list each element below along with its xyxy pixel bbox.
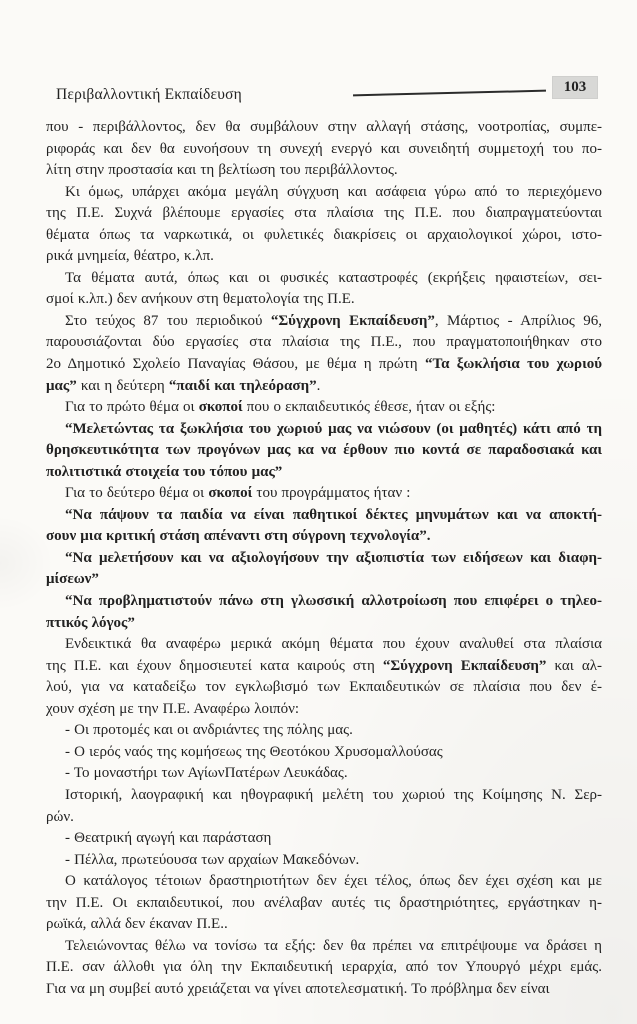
text-line: λίτη στην προστασία και τη βελτίωση του περιβάλλοντος. [46, 162, 398, 179]
text-line: - Θεατρική αγωγή και παράσταση [65, 830, 272, 847]
text-line: “Να προβληματιστούν πάνω στη γλωσσική αλλοτροίωση που επιφέρει ο τηλεο- [65, 593, 602, 610]
text-line: την Π.Ε. Οι εκπαιδευτικοί, που ανέλαβαν αυτές τις δραστηριότητες, εργάστηκαν η- [46, 894, 602, 911]
text-line: πολιτιστικά στοιχεία του τόπου μας” [46, 463, 283, 480]
text-line: ρών. [46, 808, 74, 825]
running-title: Περιβαλλοντική Εκπαίδευση [56, 86, 242, 103]
text-line: χουν σχέση με την Π.Ε. Αναφέρω λοιπόν: [46, 700, 300, 717]
text-line: “Να μελετήσουν και να αξιολογήσουν την αξιοπιστία των ειδήσεων και διαφη- [65, 549, 602, 566]
text-line: ριφοράς και δεν θα ευνοήσουν τη συνεχή ενεργό και συνειδητή συμμετοχή του πο- [46, 140, 602, 157]
body-text [46, 117, 602, 1000]
paragraph [46, 591, 602, 634]
paragraph [46, 419, 602, 484]
header-rule-divider [353, 90, 546, 97]
text-line: Για να μη συμβεί αυτό χρειάζεται να γίνει αποτελεσματική. Το πρόβλημα δεν είναι [46, 980, 550, 997]
text-line: Για το πρώτο θέμα οι σκοποί που ο εκπαιδευτικός έθεσε, ήταν οι εξής: [65, 399, 496, 416]
text-line: που - περιβάλλοντος, δεν θα συμβάλουν στην αλλαγή στάσης, νοοτροπίας, συμπε- [46, 119, 602, 135]
text-line: “Να πάψουν τα παιδία να είναι παθητικοί δέκτες μηνυμάτων και να αποκτή- [65, 506, 602, 523]
paragraph [46, 311, 602, 397]
text-line: Ιστορική, λαογραφική και ηθογραφική μελέτη του χωριού της Κοίμησης Ν. Σερ- [65, 786, 602, 803]
text-line: Π.Ε. σαν άλλοθι για όλη την Εκπαιδευτική ιεραρχία, από τον Υπουργό μέχρι εμάς. [46, 959, 602, 976]
text-line: ρωϊκά, αλλά δεν έκαναν Π.Ε.. [46, 916, 228, 933]
text-line: 2ο Δημοτικό Σχολείο Παναγίας Θάσου, με θέμα η πρώτη “Τα ξωκλήσια του χωριού [46, 356, 603, 373]
paragraph [46, 268, 602, 311]
text-line: Στο τεύχος 87 του περιοδικού “Σύγχρονη Εκπαίδευση”, Μάρτιος - Απρίλιος 96, [65, 312, 602, 329]
text-line: παρουσιάζονται δύο εργασίες στα πλαίσια της Π.Ε., που πραγματοποιήθηκαν στο [46, 334, 602, 351]
text-line: θρησκευτικότητα των προγόνων μας κα να έρθουν πιο κοντά σε παραδοσιακά και [46, 442, 602, 459]
paragraph [46, 505, 602, 548]
paragraph [46, 182, 602, 268]
page-number: 103 [563, 79, 587, 95]
paragraph [46, 742, 602, 764]
text-line: - Ο ιερός ναός της κομήσεως της Θεοτόκου Χρυσομαλλούσας [65, 743, 443, 760]
text-line: της Π.Ε. και έχουν δημοσιευτεί κατα καιρούς στη “Σύγχρονη Εκπαίδευση” και αλ- [46, 657, 602, 674]
text-line: - Το μοναστήρι των ΑγίωνΠατέρων Λευκάδας. [65, 765, 348, 782]
text-line: Ο κατάλογος τέτοιων δραστηριοτήτων δεν έχει τέλος, όπως δεν έχει σχέση και με [65, 873, 602, 890]
paragraph [46, 763, 602, 785]
text-line: σουν μια κριτική στάση απέναντι στη σύγρονη τεχνολογία”. [46, 528, 431, 545]
text-line: Κι όμως, υπάρχει ακόμα μεγάλη σύγχυση και ασάφεια γύρω από το περιεχόμενο [65, 183, 602, 200]
text-line: θέματα όπως τα ναρκωτικά, οι φυλετικές διακρίσεις οι αρχαιολογικοί χώροι, ιστο- [46, 226, 602, 243]
paragraph [46, 483, 602, 505]
paragraph [46, 397, 602, 419]
page-number-badge [552, 76, 598, 99]
text-line: λού, για να καταδείξω τον εγκλωβισμό των Εκπαιδευτικών σε πλαίσια που δεν έ- [46, 679, 602, 696]
text-line: Τα θέματα αυτά, όπως και οι φυσικές καταστροφές (εκρήξεις ηφαιστείων, σει- [65, 269, 602, 286]
paragraph [46, 117, 602, 182]
text-line: της Π.Ε. Συχνά βλέπουμε εργασίες στα πλαίσια της Π.Ε. που διαπραγματεύονται [46, 205, 602, 222]
text-line: - Οι προτομές και οι ανδριάντες της πόλης μας. [65, 722, 353, 739]
paragraph [46, 785, 602, 828]
paragraph [46, 720, 602, 742]
text-line: Τελειώνοντας θέλω να τονίσω τα εξής: δεν θα πρέπει να επιτρέψουμε να δράσει η [65, 937, 602, 954]
paragraph [46, 548, 602, 591]
text-line: μας” και η δεύτερη “παιδί και τηλεόραση”. [46, 377, 321, 394]
text-line: - Πέλλα, πρωτεύουσα των αρχαίων Μακεδόνων. [65, 851, 360, 868]
text-line: “Μελετώντας τα ξωκλήσια του χωριού μας να νιώσουν (οι μαθητές) κάτι από τη [65, 420, 602, 437]
paragraph [46, 634, 602, 720]
text-line: Για το δεύτερο θέμα οι σκοποί του προγράμματος ήταν : [65, 485, 411, 502]
paragraph [46, 828, 602, 850]
paragraph [46, 871, 602, 936]
paragraph [46, 936, 602, 1001]
paragraph [46, 850, 602, 872]
text-line: σμοί κ.λπ.) δεν ανήκουν στη θεματολογία της Π.Ε. [46, 291, 355, 308]
text-line: μίσεων” [46, 571, 99, 588]
text-line: πτικός λόγος” [46, 614, 135, 631]
text-line: ρικά μνημεία, θέατρο, κ.λπ. [46, 248, 214, 265]
text-line: Ενδεικτικά θα αναφέρω μερικά ακόμη θέματα που έχουν αναλυθεί στα πλαίσια [65, 636, 602, 653]
